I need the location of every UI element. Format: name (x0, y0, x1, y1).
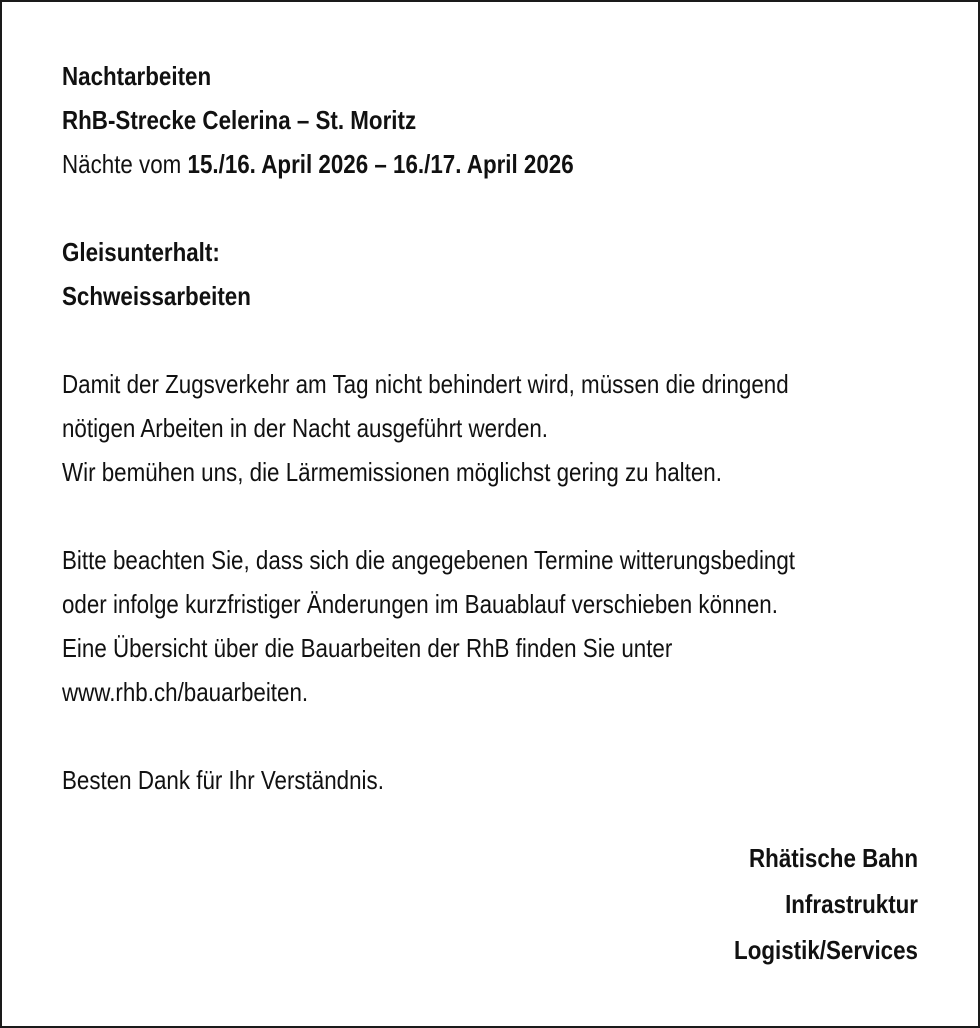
signature-department: Logistik/Services (734, 935, 918, 965)
signature-company: Rhätische Bahn (749, 843, 918, 873)
signature-division: Infrastruktur (785, 889, 918, 919)
paragraph2-line1: Bitte beachten Sie, dass sich die angegebenen Termine witterungsbedingt (62, 545, 795, 575)
signature-block (318, 836, 918, 974)
dates-line (62, 142, 798, 186)
spacer (62, 186, 918, 230)
paragraph1-line2: nötigen Arbeiten in der Nacht ausgeführt werden. (62, 413, 549, 443)
spacer (62, 318, 918, 362)
paragraph1-line3: Wir bemühen uns, die Lärmemissionen möglichst gering zu halten. (62, 457, 722, 487)
paragraph2-line3: Eine Übersicht über die Bauarbeiten der RhB finden Sie unter (62, 633, 673, 663)
dates-prefix: Nächte vom (62, 149, 188, 179)
notice-title: Nachtarbeiten (62, 61, 212, 91)
spacer (62, 494, 918, 538)
paragraph1-line1: Damit der Zugsverkehr am Tag nicht behindert wird, müssen die dringend (62, 369, 789, 399)
paragraph2-line4-url: www.rhb.ch/bauarbeiten. (62, 677, 309, 707)
work-category: Gleisunterhalt: (62, 237, 220, 267)
closing-line: Besten Dank für Ihr Verständnis. (62, 765, 384, 795)
route-line: RhB-Strecke Celerina – St. Moritz (62, 105, 417, 135)
paragraph2-line2: oder infolge kurzfristiger Änderungen im Bauablauf verschieben können. (62, 589, 778, 619)
spacer (62, 714, 918, 758)
work-type: Schweissarbeiten (62, 281, 251, 311)
dates-value: 15./16. April 2026 – 16./17. April 2026 (187, 149, 574, 179)
